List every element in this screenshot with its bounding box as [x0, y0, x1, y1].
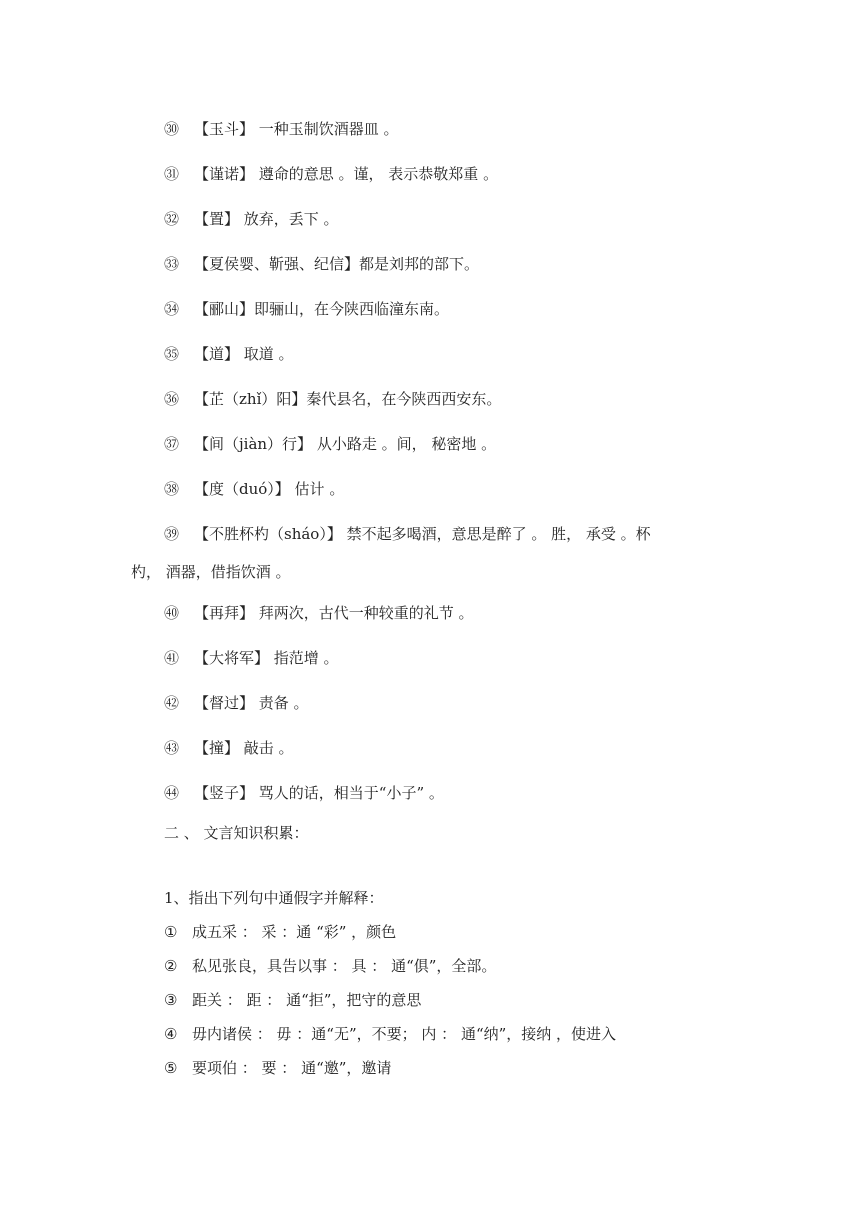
note-39-continuation: 杓， 酒器，借指饮酒 。 — [131, 563, 291, 581]
note-text: 【间（jiàn）行】 从小路走 。间， 秘密地 。 — [194, 435, 497, 453]
note-number: ㉟ — [164, 345, 180, 363]
note-35 — [164, 343, 294, 365]
note-number: ㊲ — [164, 435, 180, 453]
note-40 — [164, 602, 474, 624]
item-number: ⑤ — [164, 1059, 178, 1077]
note-number: ㊹ — [164, 784, 180, 802]
note-number: ㊳ — [164, 480, 180, 498]
note-number: ㊱ — [164, 390, 180, 408]
item-number: ② — [164, 957, 178, 975]
list-item — [164, 921, 396, 943]
note-text: 【再拜】 拜两次，古代一种较重的礼节 。 — [194, 604, 474, 622]
note-32 — [164, 208, 339, 230]
subheading: 1、指出下列句中通假字并解释： — [164, 889, 384, 907]
note-text: 【芷（zhǐ）阳】秦代县名，在今陕西西安东。 — [194, 390, 502, 408]
note-text: 【置】 放弃，丢下 。 — [194, 210, 339, 228]
note-number: ㊶ — [164, 649, 180, 667]
note-text: 【道】 取道 。 — [194, 345, 294, 363]
list-item — [164, 989, 421, 1011]
note-text: 【不胜杯杓（sháo）】 禁不起多喝酒，意思是醉了 。 胜， 承受 。杯 — [194, 525, 651, 543]
note-number: ㊷ — [164, 694, 180, 712]
item-number: ③ — [164, 991, 178, 1009]
note-33 — [164, 253, 479, 275]
note-number: ㉜ — [164, 210, 180, 228]
item-text: 要项伯 ： 要 ： 通“邀”，邀请 — [192, 1059, 392, 1077]
item-text: 毋内诸侯 ： 毋 ：通“无”，不要； 内 ： 通“纳”，接纳 ，使进入 — [192, 1025, 617, 1043]
note-text: 【督过】 责备 。 — [194, 694, 309, 712]
note-44 — [164, 782, 444, 804]
note-number: ㉞ — [164, 300, 180, 318]
item-text: 私见张良，具告以事 ： 具 ： 通“俱”，全部。 — [192, 957, 497, 975]
note-30 — [164, 118, 399, 140]
note-text: 【玉斗】 一种玉制饮酒器皿 。 — [194, 120, 399, 138]
note-text: 【度（duó）】 估计 。 — [194, 480, 345, 498]
note-39 — [164, 523, 651, 545]
note-38 — [164, 478, 344, 500]
note-41 — [164, 647, 339, 669]
note-number: ㊴ — [164, 525, 180, 543]
item-text: 成五采 ： 采 ：通 “彩” ，颜色 — [192, 923, 397, 941]
list-item — [164, 1023, 616, 1045]
section-heading: 二 、 文言知识积累： — [164, 824, 309, 842]
note-text: 【谨诺】 遵命的意思 。谨， 表示恭敬郑重 。 — [194, 165, 499, 183]
note-number: ㉝ — [164, 255, 180, 273]
note-text: 【撞】 敲击 。 — [194, 739, 294, 757]
note-37 — [164, 433, 496, 455]
note-36 — [164, 388, 501, 410]
list-item — [164, 955, 496, 977]
item-number: ④ — [164, 1025, 178, 1043]
item-text: 距关 ： 距 ： 通“拒”，把守的意思 — [192, 991, 422, 1009]
note-text: 【竖子】 骂人的话，相当于“小子” 。 — [194, 784, 444, 802]
note-43 — [164, 737, 294, 759]
note-34 — [164, 298, 449, 320]
note-42 — [164, 692, 309, 714]
note-31 — [164, 163, 498, 185]
item-number: ① — [164, 923, 178, 941]
note-text: 【郦山】即骊山，在今陕西临潼东南。 — [194, 300, 450, 318]
note-text: 【夏侯婴、靳强、纪信】都是刘邦的部下。 — [194, 255, 480, 273]
note-number: ㊸ — [164, 739, 180, 757]
list-item — [164, 1057, 391, 1079]
note-number: ㊵ — [164, 604, 180, 622]
note-number: ㉚ — [164, 120, 180, 138]
note-number: ㉛ — [164, 165, 180, 183]
note-text: 【大将军】 指范增 。 — [194, 649, 339, 667]
